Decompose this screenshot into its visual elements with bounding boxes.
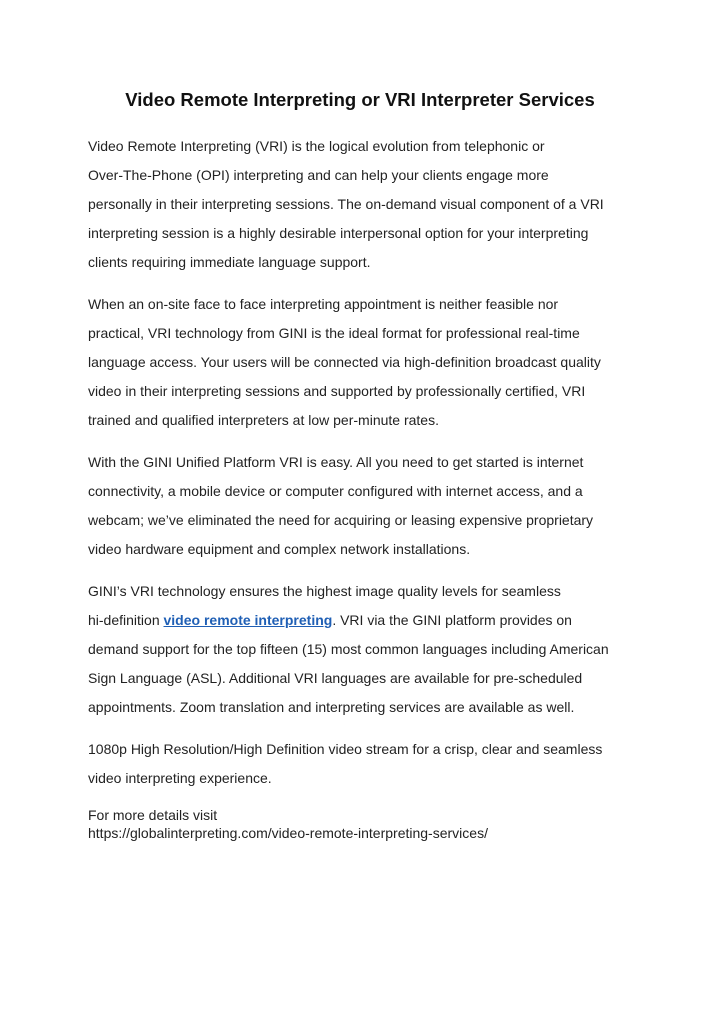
text-line: personally in their interpreting sessions. The on-demand visual component of a VRI (88, 196, 604, 212)
text-line: video hardware equipment and complex network installations. (88, 541, 471, 557)
text-line: Over-The-Phone (OPI) interpreting and can help your clients engage more (88, 167, 549, 183)
paragraph-vri-intro (88, 132, 632, 277)
text-fragment: . VRI via the GINI platform provides on (332, 612, 572, 628)
document-title: Video Remote Interpreting or VRI Interpreter Services (125, 89, 595, 110)
text-line: Sign Language (ASL). Additional VRI languages are available for pre-scheduled (88, 670, 583, 686)
text-line: appointments. Zoom translation and interpreting services are available as well. (88, 699, 575, 715)
text-line: video interpreting experience. (88, 770, 272, 786)
paragraph-1080p-stream (88, 735, 632, 793)
text-line: 1080p High Resolution/High Definition video stream for a crisp, clear and seamless (88, 741, 603, 757)
text-line: webcam; we’ve eliminated the need for acquiring or leasing expensive proprietary (88, 512, 594, 528)
paragraph-image-quality (88, 577, 632, 722)
text-line: interpreting session is a highly desirable interpersonal option for your interpreting (88, 225, 589, 241)
text-line: practical, VRI technology from GINI is the ideal format for professional real-time (88, 325, 580, 341)
text-line-with-link (88, 606, 632, 635)
details-url-text: https://globalinterpreting.com/video-remote-interpreting-services/ (88, 825, 488, 841)
text-line: connectivity, a mobile device or computer configured with internet access, and a (88, 483, 583, 499)
text-line: language access. Your users will be connected via high-definition broadcast quality (88, 354, 601, 370)
text-line: For more details visit (88, 807, 218, 823)
paragraph-unified-platform (88, 448, 632, 564)
text-line: When an on-site face to face interpreting appointment is neither feasible nor (88, 296, 559, 312)
text-fragment: hi-definition (88, 612, 164, 628)
text-line: clients requiring immediate language support. (88, 254, 371, 270)
text-line: trained and qualified interpreters at low per-minute rates. (88, 412, 439, 428)
text-line: With the GINI Unified Platform VRI is easy. All you need to get started is internet (88, 454, 584, 470)
text-line: demand support for the top fifteen (15) most common languages including American (88, 641, 609, 657)
paragraph-more-details (88, 806, 632, 842)
text-line: video in their interpreting sessions and supported by professionally certified, VRI (88, 383, 586, 399)
video-remote-interpreting-link[interactable]: video remote interpreting (163, 612, 333, 628)
text-line: GINI’s VRI technology ensures the highest image quality levels for seamless (88, 583, 561, 599)
paragraph-onsite-alternative (88, 290, 632, 435)
text-line: Video Remote Interpreting (VRI) is the logical evolution from telephonic or (88, 138, 545, 154)
